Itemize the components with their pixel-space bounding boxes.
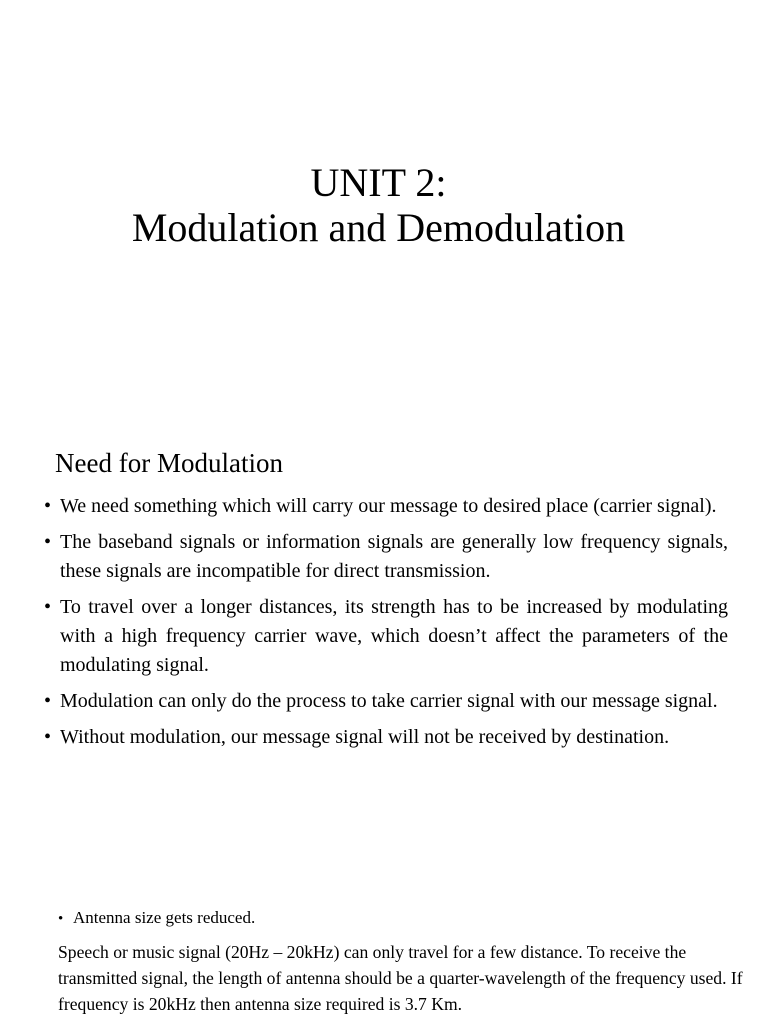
- list-item: [44, 528, 728, 586]
- bullet-list: [44, 492, 728, 759]
- title-topic: Modulation and Demodulation: [131, 205, 626, 250]
- list-item: [44, 593, 728, 680]
- bullet-text: Without modulation, our message signal will not be received by destination.: [60, 726, 670, 748]
- bullet-icon: •: [58, 911, 64, 927]
- bullet-text: To travel over a longer distances, its strength has to be increased by modulating with a high frequency carrier wave, which doesn’t affect the parameters of the modulating signal.: [60, 596, 728, 676]
- bullet-icon: •: [44, 495, 52, 517]
- bullet-text: We need something which will carry our message to desired place (carrier signal).: [60, 495, 717, 517]
- section-heading: Need for Modulation: [55, 448, 283, 478]
- antenna-bullet-text: Antenna size gets reduced.: [73, 908, 256, 927]
- antenna-paragraph: Speech or music signal (20Hz – 20kHz) can only travel for a few distance. To receive the transmitted signal, the length of antenna should be a quarter-wavelength of the frequency used. If frequency is 20kHz then antenna size required is 3.7 Km.: [58, 942, 743, 1014]
- title-unit-label: UNIT 2:: [310, 160, 447, 205]
- list-item: [44, 723, 728, 752]
- slide-title: [0, 160, 757, 250]
- bullet-text: Modulation can only do the process to take carrier signal with our message signal.: [60, 690, 718, 712]
- bullet-icon: •: [44, 531, 52, 553]
- bullet-icon: •: [44, 596, 52, 618]
- list-item: [44, 492, 728, 521]
- bullet-icon: •: [44, 690, 52, 712]
- bullet-text: The baseband signals or information signals are generally low frequency signals, these signals are incompatible for direct transmission.: [60, 531, 728, 582]
- antenna-bullet: [58, 906, 255, 931]
- list-item: [44, 687, 728, 716]
- bullet-icon: •: [44, 726, 52, 748]
